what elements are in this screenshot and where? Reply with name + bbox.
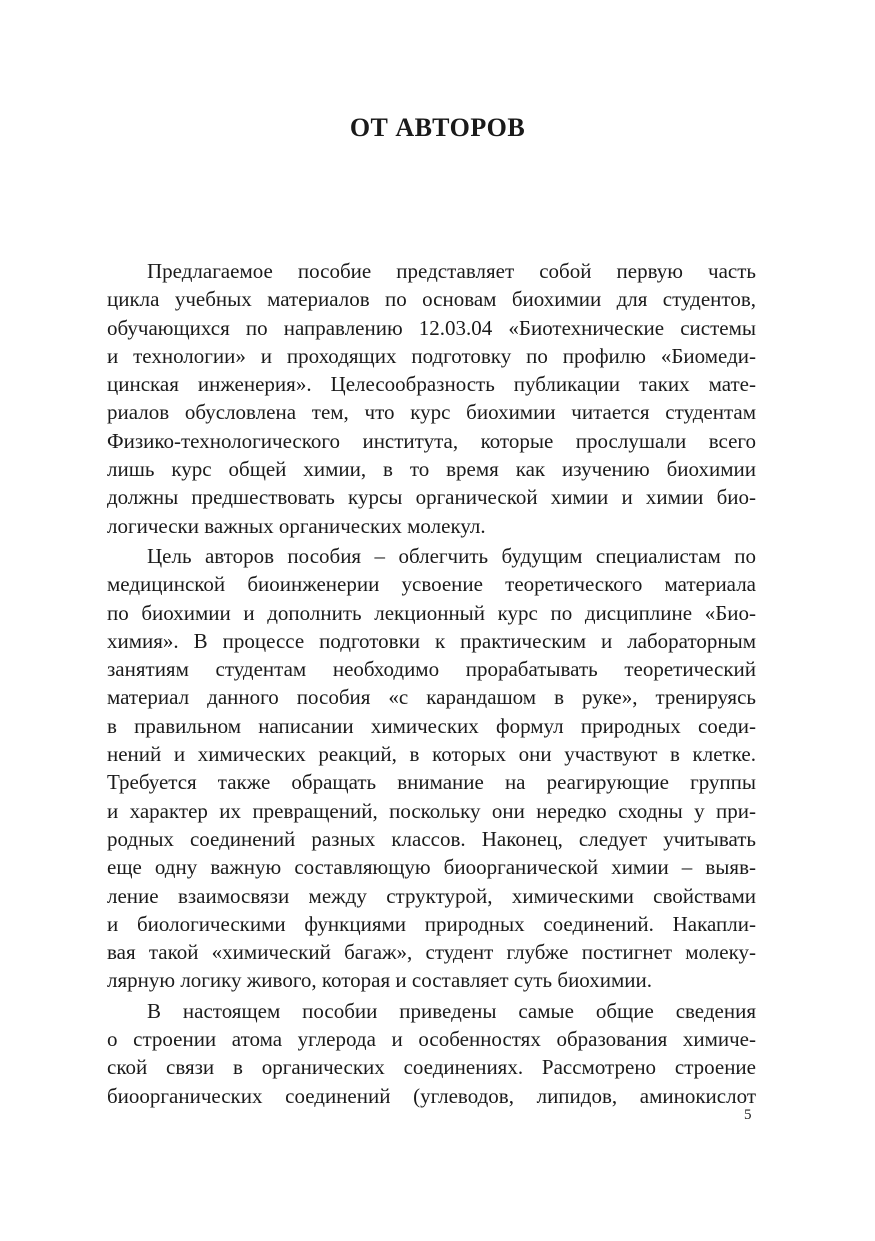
text-line: и биологическими функциями природных соединений. Накапли- bbox=[107, 911, 756, 936]
text-line: Физико-технологического института, которые прослушали всего bbox=[107, 428, 756, 453]
text-line: по биохимии и дополнить лекционный курс по дисциплине «Био- bbox=[107, 600, 756, 625]
text-line: материал данного пособия «с карандашом в руке», тренируясь bbox=[107, 685, 756, 710]
text-line: ской связи в органических соединениях. Рассмотрено строение bbox=[107, 1055, 756, 1080]
text-line: цинская инженерия». Целесообразность публикации таких мате- bbox=[107, 372, 756, 397]
text-line: риалов обусловлена тем, что курс биохимии читается студентам bbox=[107, 400, 756, 425]
body-text bbox=[107, 257, 756, 1112]
text-line: Требуется также обращать внимание на реагирующие группы bbox=[107, 770, 756, 795]
text-line: вая такой «химический багаж», студент глубже постигнет молеку- bbox=[107, 940, 756, 965]
page-number: 5 bbox=[744, 1107, 752, 1123]
text-line: занятиям студентам необходимо прорабатывать теоретический bbox=[107, 657, 756, 682]
text-line: логически важных органических молекул. bbox=[107, 513, 486, 538]
text-line: в правильном написании химических формул природных соеди- bbox=[107, 713, 756, 738]
text-line: лярную логику живого, которая и составляет суть биохимии. bbox=[107, 968, 653, 993]
text-line: еще одну важную составляющую биоорганической химии – выяв- bbox=[107, 855, 756, 880]
text-line: химия». В процессе подготовки к практическим и лабораторным bbox=[107, 628, 756, 653]
text-line: ление взаимосвязи между структурой, химическими свойствами bbox=[107, 883, 756, 908]
paragraph-3 bbox=[107, 997, 756, 1110]
text-line: медицинской биоинженерии усвоение теоретического материала bbox=[107, 572, 756, 597]
text-line: обучающихся по направлению 12.03.04 «Биотехнические системы bbox=[107, 315, 756, 340]
text-line: лишь курс общей химии, в то время как изучению биохимии bbox=[107, 457, 756, 482]
page-title: ОТ АВТОРОВ bbox=[349, 113, 526, 142]
text-line: Предлагаемое пособие представляет собой первую часть bbox=[147, 259, 756, 283]
text-line: нений и химических реакций, в которых они участвуют в клетке. bbox=[107, 742, 756, 767]
paragraph-1 bbox=[107, 257, 756, 540]
text-line: биоорганических соединений (углеводов, липидов, аминокислот bbox=[107, 1083, 756, 1108]
text-line: Цель авторов пособия – облегчить будущим специалистам по bbox=[147, 543, 756, 568]
text-line: родных соединений разных классов. Наконец, следует учитывать bbox=[107, 826, 756, 851]
text-line: должны предшествовать курсы органической химии и химии био- bbox=[107, 485, 756, 510]
text-line: цикла учебных материалов по основам биохимии для студентов, bbox=[107, 287, 756, 312]
paragraph-2 bbox=[107, 542, 756, 995]
text-line: о строении атома углерода и особенностях образования химиче- bbox=[107, 1027, 756, 1052]
text-line: и технологии» и проходящих подготовку по профилю «Биомеди- bbox=[107, 343, 756, 368]
text-line: В настоящем пособии приведены самые общие сведения bbox=[147, 998, 756, 1023]
text-line: и характер их превращений, поскольку они нередко сходны у при- bbox=[107, 798, 756, 823]
